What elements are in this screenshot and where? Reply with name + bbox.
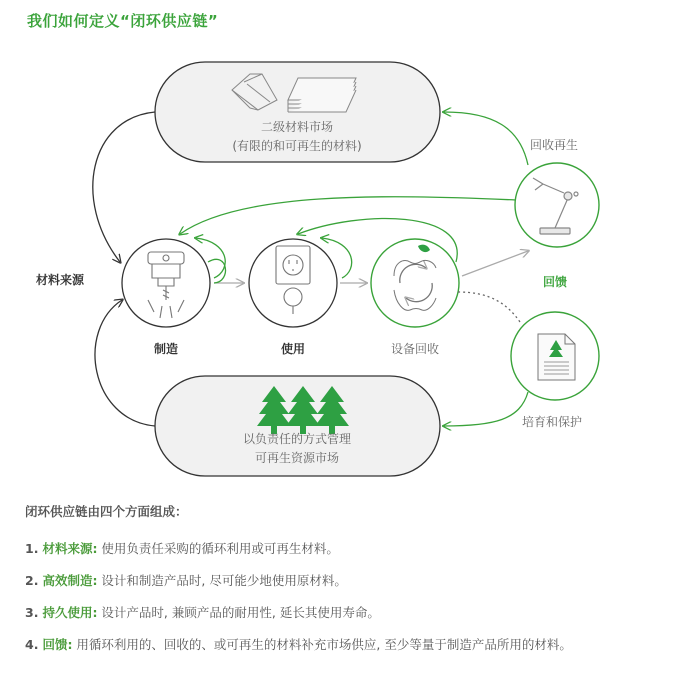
item-key: 材料来源: <box>42 541 98 556</box>
summary-item <box>25 571 665 589</box>
nurture-label: 培育和保护 <box>522 415 583 429</box>
item-key: 持久使用: <box>42 605 98 620</box>
item-key: 高效制造: <box>42 573 98 588</box>
arrow-secondary-to-manufacture <box>93 112 155 262</box>
manufacture-label: 制造 <box>153 342 178 356</box>
item-number: 2. <box>25 573 39 588</box>
page-title: 我们如何定义“闭环供应链” <box>27 12 219 30</box>
paper-stack-icon <box>288 78 356 112</box>
summary-item <box>25 539 665 557</box>
feedback-label: 回馈 <box>543 275 568 289</box>
item-number: 1. <box>25 541 39 556</box>
summary-item <box>25 603 665 621</box>
item-text: 使用负责任采购的循环利用或可再生材料。 <box>101 541 339 556</box>
arrow-recycle-to-manufacture <box>180 197 516 234</box>
item-number: 3. <box>25 605 39 620</box>
recovery-circle <box>371 239 459 327</box>
item-number: 4. <box>25 637 39 652</box>
sourcing-label: 材料来源 <box>36 273 85 287</box>
dotted-recovery-to-nurture <box>458 292 520 322</box>
arrow-recycle-to-secondary-market <box>444 112 528 165</box>
recycle-label: 回收再生 <box>530 138 579 152</box>
item-key: 回馈: <box>42 637 73 652</box>
summary-section <box>25 502 665 667</box>
arrow-recovery-to-recycle <box>462 251 528 276</box>
summary-heading: 闭环供应链由四个方面组成： <box>25 504 188 519</box>
use-label: 使用 <box>280 342 305 356</box>
arrow-nurture-to-renewable-market <box>444 392 528 426</box>
summary-item <box>25 635 665 653</box>
renewable-market-label: 以负责任的方式管理 可再生资源市场 <box>242 432 351 465</box>
document-icon <box>538 334 575 380</box>
recovery-label: 设备回收 <box>390 342 439 356</box>
item-text: 设计和制造产品时, 尽可能少地使用原材料。 <box>101 573 347 588</box>
secondary-market-label: 二级材料市场 (有限的和可再生的材料) <box>232 120 362 153</box>
item-text: 用循环利用的、回收的、或可再生的材料补充市场供应, 至少等量于制造产品所用的材料。 <box>76 637 572 652</box>
item-text: 设计产品时, 兼顾产品的耐用性, 延长其使用寿命。 <box>101 605 380 620</box>
